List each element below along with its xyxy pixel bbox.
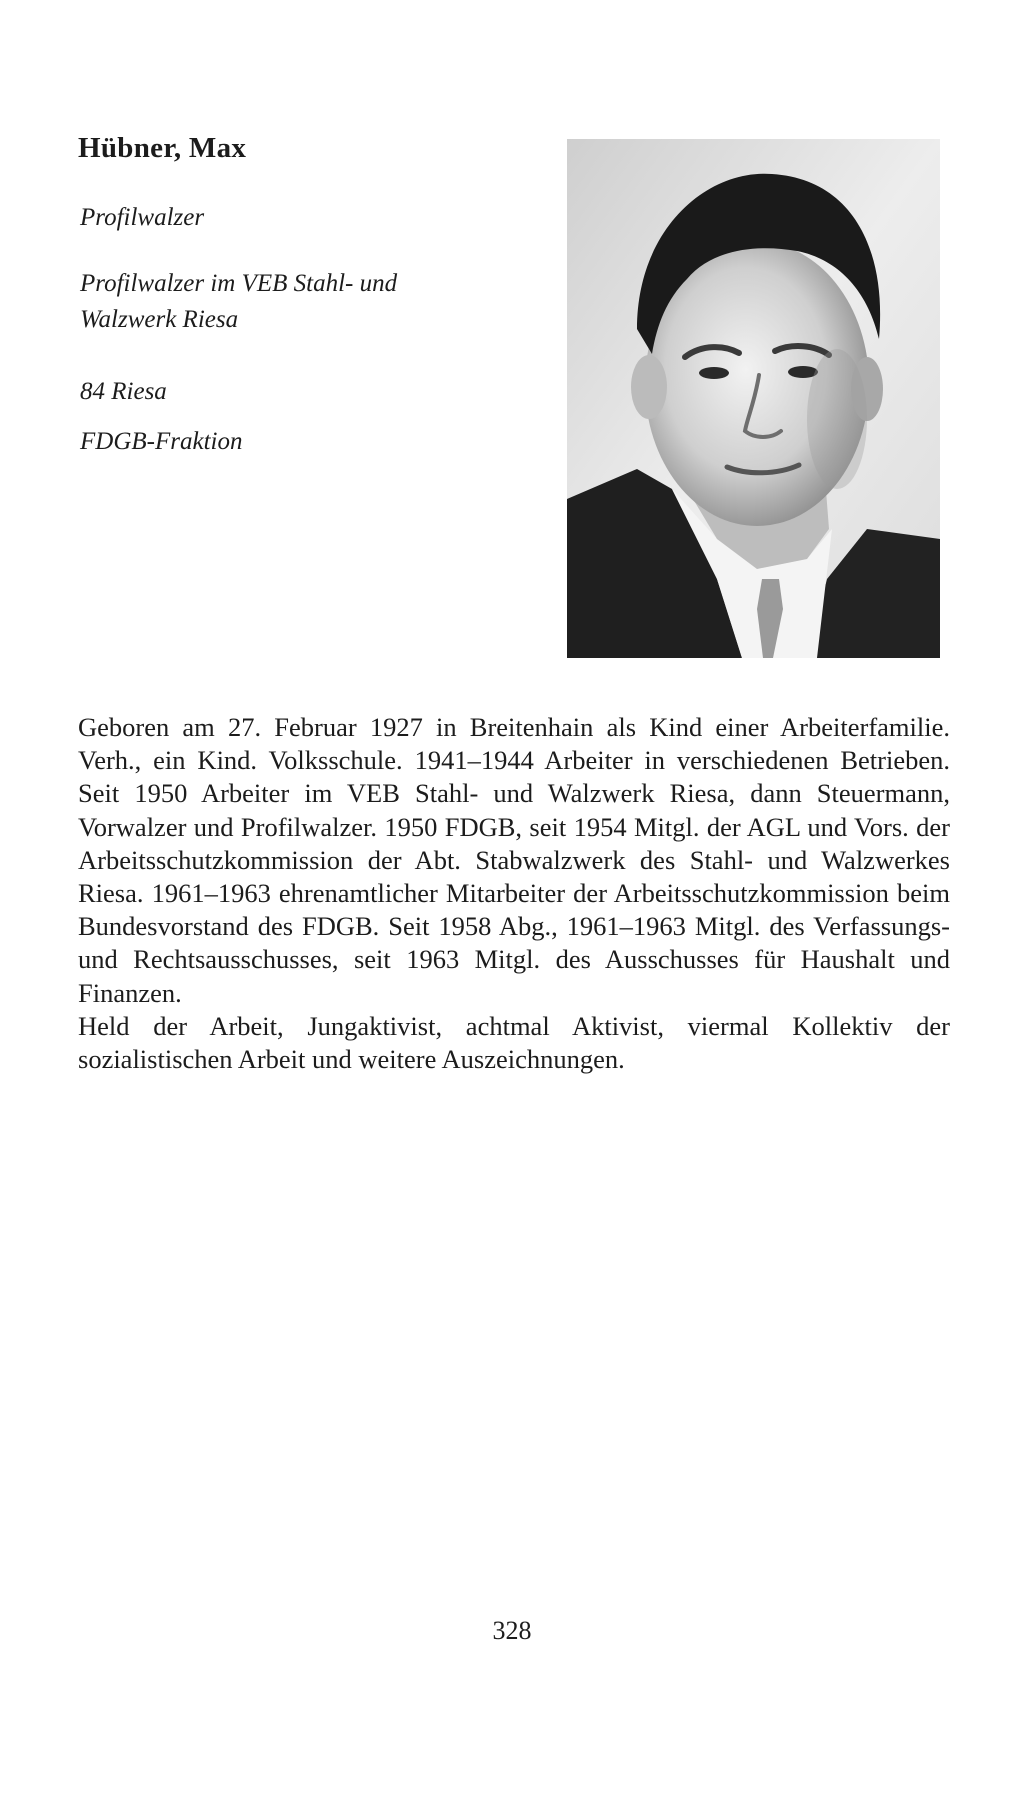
person-name: Hübner, Max [78, 132, 247, 164]
occupation: Profilwalzer [80, 204, 205, 231]
faction: FDGB-Fraktion [80, 428, 243, 455]
biography [78, 711, 950, 1076]
workplace-line-1: Profilwalzer im VEB Stahl- und [80, 270, 398, 297]
page-number: 328 [492, 1616, 532, 1645]
address: 84 Riesa [80, 378, 167, 405]
biography-paragraph: Geboren am 27. Februar 1927 in Breitenhain als Kind einer Arbeiterfamilie. Verh., ein Kind. Volksschule. 1941–1944 Arbeiter in verschiedenen Betrieben. Seit 1950 Arbeiter im VEB Stahl- und Walzwerk Riesa, dann Steuermann, Vorwalzer und Profilwalzer. 1950 FDGB, seit 1954 Mitgl. der AGL und Vors. der Arbeitsschutzkommission der Abt. Stabwalzwerk des Stahl- und Walzwerkes Riesa. 1961–1963 ehrenamtlicher Mitarbeiter der Arbeitsschutzkommission beim Bundesvorstand des FDGB. Seit 1958 Abg., 1961–1963 Mitgl. des Verfassungs- und Rechtsausschusses, seit 1963 Mitgl. des Ausschusses für Haushalt und Finanzen. [78, 712, 950, 1008]
workplace-line-2: Walzwerk Riesa [80, 306, 239, 333]
portrait-photo [567, 139, 940, 658]
awards-paragraph: Held der Arbeit, Jungaktivist, achtmal Aktivist, viermal Kollektiv der sozialistischen Arbeit und weitere Auszeichnungen. [78, 1010, 950, 1075]
workplace [80, 266, 520, 338]
portrait-photo-icon [567, 139, 940, 658]
